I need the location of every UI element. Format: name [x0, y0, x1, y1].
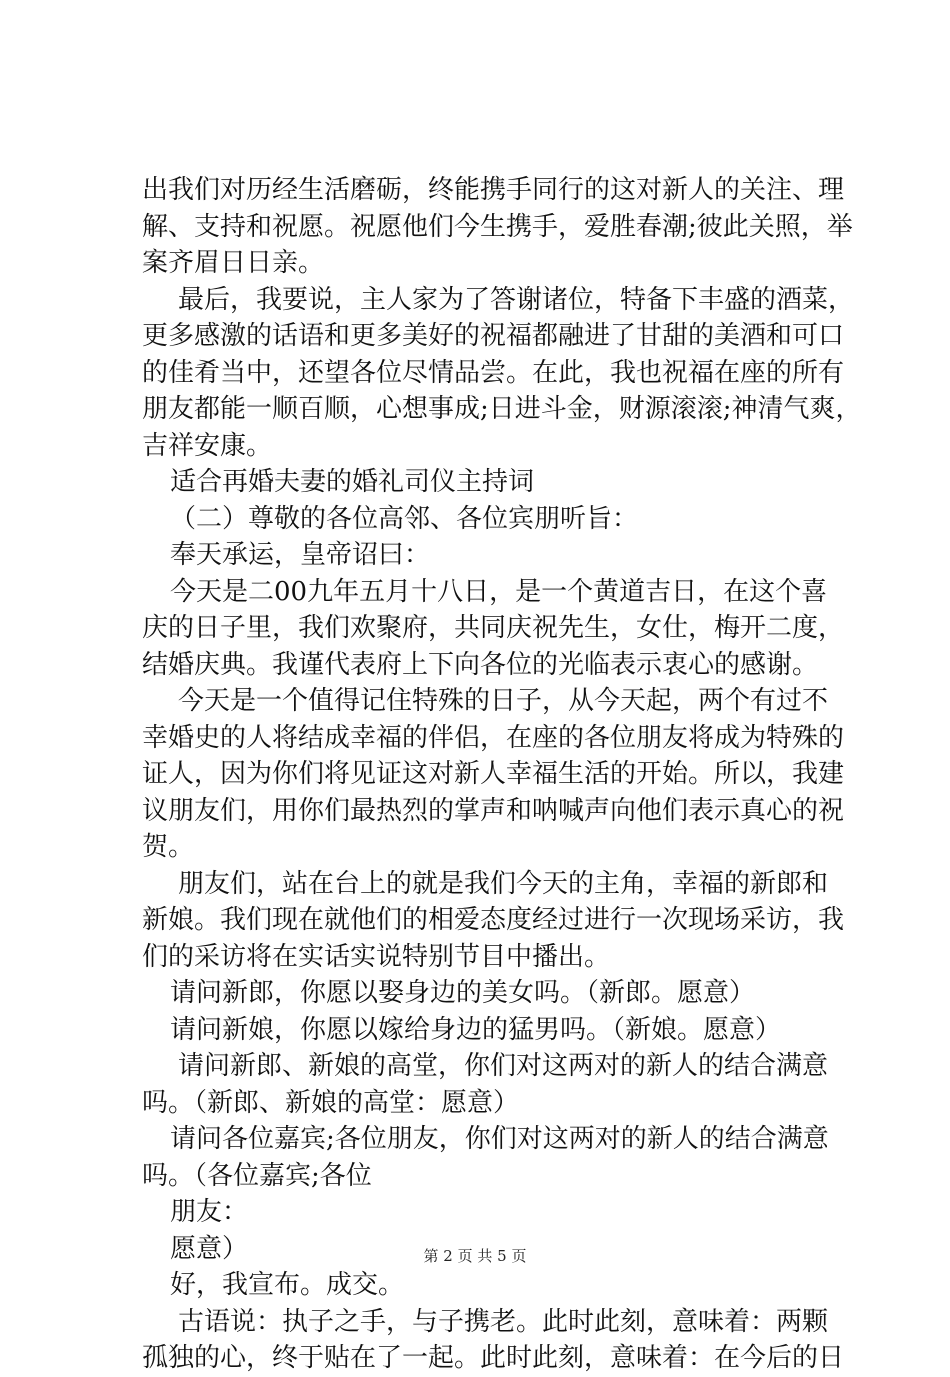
text-line: 更多感激的话语和更多美好的祝福都融进了甘甜的美酒和可口: [142, 321, 845, 351]
text-line: 案齐眉日日亲。: [142, 248, 325, 278]
text-line: 请问各位嘉宾;各位朋友，你们对这两对的新人的结合满意: [170, 1124, 829, 1154]
document-body: [142, 172, 862, 1377]
text-line: 今天是二00九年五月十八日，是一个黄道吉日，在这个喜: [170, 576, 828, 607]
text-line: 吗。（各位嘉宾;各位: [142, 1160, 372, 1191]
text-line: 证人，因为你们将见证这对新人幸福生活的开始。所以，我建: [142, 759, 845, 789]
page-footer: 第 2 页 共 5 页: [423, 1247, 527, 1265]
text-line: 朋友们，站在台上的就是我们今天的主角，幸福的新郎和: [178, 868, 829, 899]
text-line: 的佳肴当中，还望各位尽情品尝。在此，我也祝福在座的所有: [142, 357, 845, 388]
text-line: 今天是一个值得记住特殊的日子，从今天起，两个有过不: [178, 686, 829, 716]
text-line: 朋友都能一顺百顺，心想事成;日进斗金，财源滚滚;神清气爽，: [142, 394, 862, 424]
text-line: 朋友：: [170, 1197, 249, 1227]
text-line: 结婚庆典。我谨代表府上下向各位的光临表示衷心的感谢。: [142, 649, 819, 680]
text-line: 孤独的心，终于贴在了一起。此时此刻，意味着：在今后的日: [142, 1343, 845, 1373]
text-line: 出我们对历经生活磨砺，终能携手同行的这对新人的关注、理: [142, 175, 845, 205]
text-line: 吗。（新郎、新娘的高堂：愿意）: [142, 1087, 520, 1118]
text-line: 庆的日子里，我们欢聚府，共同庆祝先生，女仕，梅开二度，: [142, 613, 845, 643]
text-line: 解、支持和祝愿。祝愿他们今生携手，爱胜春潮;彼此关照，举: [142, 211, 853, 242]
text-line: 议朋友们，用你们最热烈的掌声和呐喊声向他们表示真心的祝: [142, 795, 845, 826]
text-line: 请问新娘，你愿以嫁给身边的猛男吗。（新娘。愿意）: [170, 1014, 782, 1045]
text-line: 愿意）: [170, 1233, 249, 1264]
text-line: 请问新郎、新娘的高堂，你们对这两对的新人的结合满意: [178, 1051, 829, 1081]
text-line: 奉天承运，皇帝诏曰：: [170, 540, 431, 570]
text-line: 们的采访将在实话实说特别节目中播出。: [142, 941, 611, 972]
text-line: 适合再婚夫妻的婚礼司仪主持词: [170, 467, 535, 497]
text-line: 贺。: [142, 832, 195, 862]
text-line: 吉祥安康。: [142, 430, 273, 461]
text-line: （二）尊敬的各位高邻、各位宾朋听旨：: [170, 503, 639, 534]
text-line: 请问新郎，你愿以娶身边的美女吗。（新郎。愿意）: [170, 978, 756, 1008]
text-line: 幸婚史的人将结成幸福的伴侣，在座的各位朋友将成为特殊的: [142, 722, 845, 753]
text-line: 好，我宣布。成交。: [170, 1270, 405, 1300]
text-line: 古语说：执子之手，与子携老。此时此刻，意味着：两颗: [178, 1306, 829, 1337]
text-line: 新娘。我们现在就他们的相爱态度经过进行一次现场采访，我: [142, 905, 845, 935]
text-line: 最后，我要说，主人家为了答谢诸位，特备下丰盛的酒菜，: [178, 284, 855, 315]
